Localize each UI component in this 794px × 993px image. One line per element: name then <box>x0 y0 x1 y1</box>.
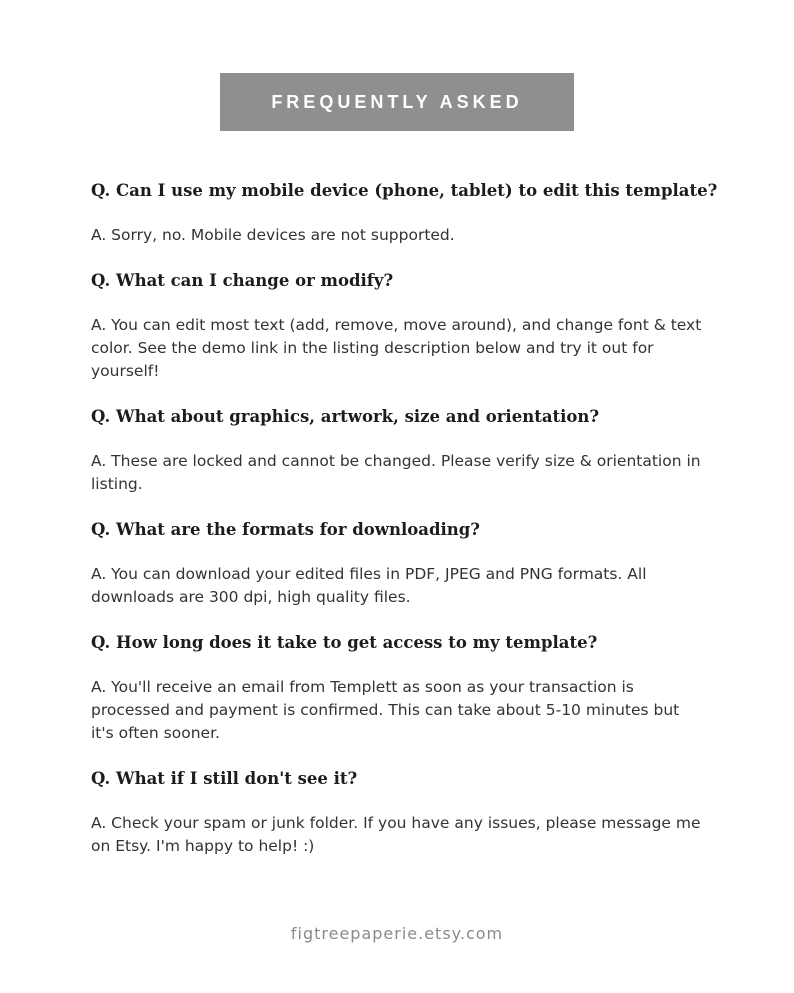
faq-list <box>91 178 718 879</box>
page-title: FREQUENTLY ASKED <box>271 91 523 112</box>
faq-item <box>91 268 711 383</box>
faq-answer: A. You'll receive an email from Templett as soon as your transaction is processed and payment is confirmed. This can take about 5-10 minutes but it's often sooner. <box>91 678 680 742</box>
faq-answer: A. You can download your edited files in PDF, JPEG and PNG formats. All downloads are 300 dpi, high quality files. <box>91 565 647 606</box>
faq-item <box>91 517 711 609</box>
faq-answer: A. These are locked and cannot be changed. Please verify size & orientation in listing. <box>91 452 701 493</box>
shop-url: figtreepaperie.etsy.com <box>290 924 504 943</box>
faq-item <box>91 404 711 496</box>
faq-answer: A. Sorry, no. Mobile devices are not supported. <box>91 226 455 244</box>
faq-item <box>91 178 718 247</box>
faq-question: Q. How long does it take to get access to my template? <box>91 633 598 652</box>
faq-question: Q. Can I use my mobile device (phone, tablet) to edit this template? <box>91 181 718 200</box>
faq-question: Q. What about graphics, artwork, size and orientation? <box>91 407 600 426</box>
faq-question: Q. What are the formats for downloading? <box>91 520 480 539</box>
faq-question: Q. What can I change or modify? <box>91 271 394 290</box>
header-banner <box>220 73 574 131</box>
faq-item <box>91 766 711 858</box>
faq-question: Q. What if I still don't see it? <box>91 769 358 788</box>
faq-answer: A. Check your spam or junk folder. If you have any issues, please message me on Etsy. I'm happy to help! :) <box>91 814 701 855</box>
faq-answer: A. You can edit most text (add, remove, move around), and change font & text color. See the demo link in the listing description below and try it out for yourself! <box>91 316 702 380</box>
faq-item <box>91 630 711 745</box>
